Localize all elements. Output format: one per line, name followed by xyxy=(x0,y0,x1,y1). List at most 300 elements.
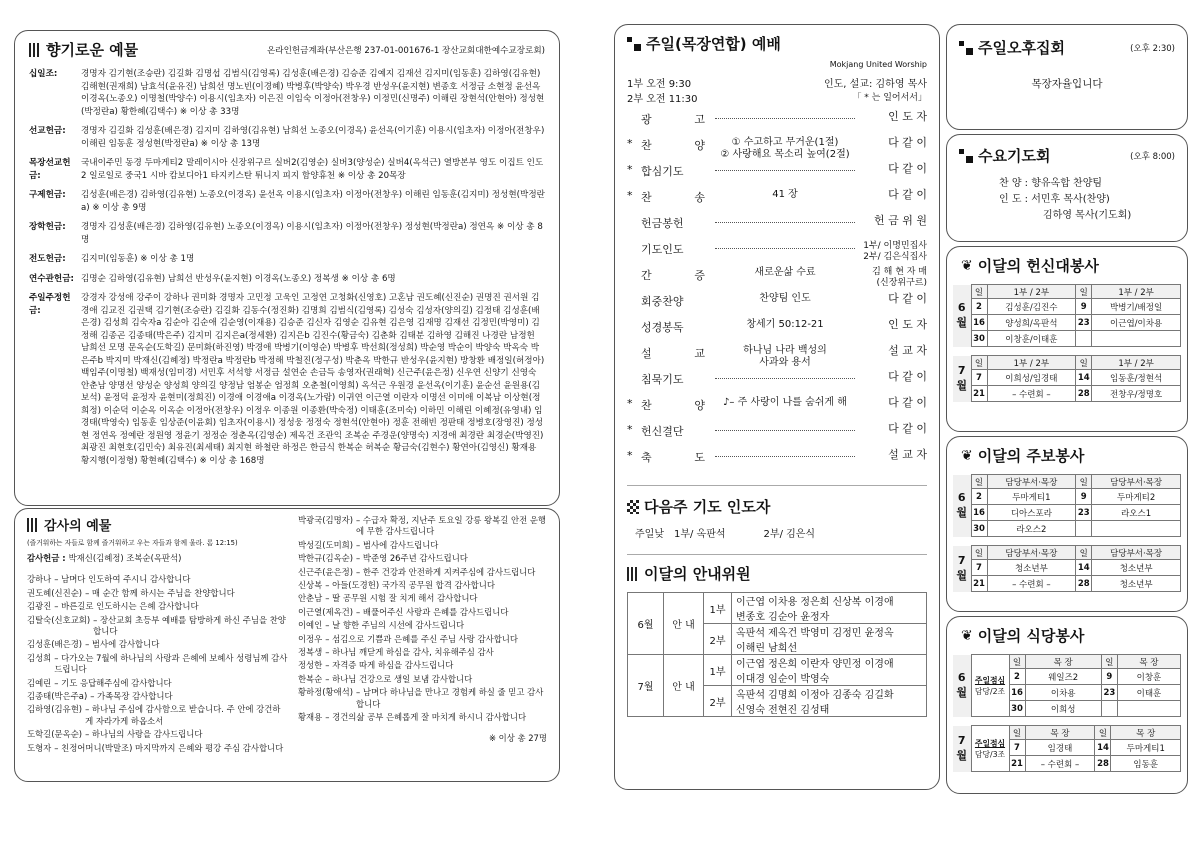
month-label: 6 월 xyxy=(956,301,968,329)
worship-panel xyxy=(614,24,940,790)
duty-day: 9 xyxy=(1101,669,1117,685)
duty-row xyxy=(953,560,1181,576)
month-cell xyxy=(953,475,971,537)
offerings-title: 향기로운 예물 xyxy=(29,39,138,60)
duty-assignee: 두마게티2 xyxy=(1092,489,1181,505)
thanks-name: 김성훈(배은경) xyxy=(27,639,83,650)
column-header: 일 xyxy=(1076,285,1092,299)
duty-assignee: 디아스포라 xyxy=(987,505,1076,521)
worship-title: 주일(목장연합) 예배 xyxy=(627,33,927,54)
offering-names: 경명자 김기현(조승란) 김길화 김명섭 김범식(김영록) 김성훈(배은경) 김승준 김예지 김재선 김지미(임동훈) 김하영(김유현) 김해현(권재희) 남효석(윤유진) 남희선 명노빈(이경혜) 박병후(박양숙) 박우경 반성우(윤지현) 변종호 서정금 소현정 윤선옥 이경옥(노종오) 이명철(박양수) 이용시(임초자) 이은진 이임숙 이정아(전창우) 이정민(신명주) 이해린 장현석(안현아) 정성현(박정란a) 황한혜(김택수) ※ 이상 총 33명 xyxy=(81,69,545,117)
thanks-name: 박한규(김옥순) xyxy=(297,553,354,564)
thanks-list-right xyxy=(298,515,547,724)
column-header: 1부 / 2부 xyxy=(1092,356,1181,370)
thanks-item xyxy=(298,647,547,658)
thanks-item xyxy=(27,729,288,740)
devotion-panel xyxy=(946,246,1188,432)
order-person: 다 같 이 xyxy=(888,396,927,409)
duty-assignee: 웨일즈2 xyxy=(1025,669,1101,685)
ushers-title: 이달의 안내위원 xyxy=(627,563,927,584)
order-label: 침묵기도 xyxy=(641,373,684,386)
afternoon-title: 주일오후집회 xyxy=(959,37,1065,58)
thanks-name: 안춘남 xyxy=(297,593,323,604)
duty-day: 28 xyxy=(1095,756,1111,772)
leader-dots xyxy=(715,449,855,457)
order-person: 인 도 자 xyxy=(888,110,927,123)
thanks-name: 권도혜(신진순) xyxy=(27,587,83,598)
order-of-service xyxy=(627,111,927,475)
thanks-name: 박성길(도미희) xyxy=(297,539,354,550)
thanks-item xyxy=(27,601,288,612)
thanks-name: 김탈숙(신호교회) xyxy=(27,614,91,625)
offering-label: 구제헌금: xyxy=(29,190,66,200)
thanks-text: – 경건의삶 공부 은혜롭게 잘 마치게 하시니 감사합니다 xyxy=(325,712,527,723)
column-header: 1부 / 2부 xyxy=(1092,285,1181,299)
duty-day: 30 xyxy=(971,331,987,347)
thanks-item xyxy=(27,588,288,599)
thanks-name: 이예인 xyxy=(297,620,323,631)
duty-assignee: 이근엽/이차용 xyxy=(1092,315,1181,331)
thanks-item xyxy=(27,704,288,727)
duty-day: 30 xyxy=(1009,701,1025,717)
month-cell xyxy=(953,546,971,592)
worship-english: Mokjang United Worship xyxy=(829,60,927,69)
leader-dots xyxy=(715,163,855,171)
thanks-item xyxy=(298,567,547,578)
kitchen-table xyxy=(953,725,1181,772)
order-item xyxy=(627,371,927,397)
stand-note: 「 * 는 일어서서」 xyxy=(852,93,927,103)
thanks-name: 김하영(김유현) xyxy=(27,704,83,715)
column-header: 일 xyxy=(1101,655,1117,669)
thanks-item xyxy=(298,712,547,723)
service-time-2: 2부 오전 11:30 xyxy=(627,94,698,105)
duty-row xyxy=(953,386,1181,402)
leader-dots xyxy=(715,241,855,249)
thanks-name: 황재용 xyxy=(297,712,323,723)
wednesday-panel xyxy=(946,134,1188,242)
thanks-item xyxy=(27,639,288,650)
thanks-item xyxy=(298,553,547,564)
leader-dots xyxy=(715,371,855,379)
usher-row xyxy=(628,655,927,686)
order-item xyxy=(627,137,927,163)
thanks-name: 김성희 xyxy=(27,652,52,663)
duty-day: 2 xyxy=(971,489,987,505)
order-person: 김 해 현 자 매 (신장위구르) xyxy=(872,267,927,288)
offering-label: 장학헌금: xyxy=(29,222,66,232)
leader-dots xyxy=(715,215,855,223)
column-header: 일 xyxy=(971,285,987,299)
offerings-panel xyxy=(14,30,560,506)
offering-list xyxy=(29,68,545,467)
order-person: 설 교 자 xyxy=(888,448,927,461)
order-label: 헌신결단 xyxy=(641,425,684,438)
thanks-name: 김종태(박은주a) xyxy=(27,691,88,702)
month-label: 6 월 xyxy=(956,671,968,699)
wednesday-lead2: 김하영 목사(기도회) xyxy=(1043,210,1132,221)
kitchen-title: ❦ 이달의 식당봉사 xyxy=(961,627,1085,645)
thanks-text: – 바른길로 인도하시는 은혜 감사합니다 xyxy=(54,601,199,612)
service-time-1: 1부 오전 9:30 xyxy=(627,79,692,90)
offering-names: 경명자 김성훈(배은경) 김하영(김유현) 노종오(이경옥) 이용시(임초자) 이정아(전창우) 정성현(박정란a) 정연옥 ※ 이상 총 8명 xyxy=(81,222,543,245)
thanks-panel xyxy=(14,508,560,782)
order-detail: 창세기 50:12-21 xyxy=(746,319,824,330)
duty-day xyxy=(1076,521,1092,537)
thanks-item xyxy=(298,607,547,618)
column-header: 일 xyxy=(971,475,987,489)
offering-label: 연수관헌금: xyxy=(29,273,74,284)
kitchen-panel xyxy=(946,616,1188,794)
offering-names: 김명순 김하영(김유현) 남희선 반성우(윤지현) 이경옥(노종오) 정복생 ※ 이상 총 6명 xyxy=(81,273,396,284)
thanks-item xyxy=(27,653,288,676)
order-detail: 41 장 xyxy=(772,189,798,200)
offering-row xyxy=(29,189,545,214)
column-header: 일 xyxy=(971,546,987,560)
order-item xyxy=(627,111,927,137)
usher-month: 6월 xyxy=(628,593,664,655)
column-header: 일 xyxy=(1009,726,1025,740)
duty-assignee xyxy=(1117,701,1180,717)
column-header: 일 xyxy=(1076,546,1092,560)
bulletin-panel xyxy=(946,436,1188,612)
order-label: 헌금봉헌 xyxy=(641,217,684,230)
thanks-text: – 날 향한 주님의 시선에 감사드립니다 xyxy=(325,620,465,631)
thanks-name: 김광진 xyxy=(27,601,52,612)
month-label: 6 월 xyxy=(956,491,968,519)
thanks-item xyxy=(298,540,547,551)
duty-assignee: 전창우/정명호 xyxy=(1092,386,1181,402)
order-person: 설 교 자 xyxy=(888,344,927,357)
column-header: 담당부서·목장 xyxy=(1092,546,1181,560)
column-header: 1부 / 2부 xyxy=(987,356,1076,370)
order-label: 광 고 xyxy=(641,113,705,126)
thanks-item xyxy=(27,743,288,754)
duty-assignee: 청소년부 xyxy=(1092,560,1181,576)
thanks-text: – 수급자 확정, 지난주 토요일 강릉 왕복길 안전 운행에 무한 감사드립니다 xyxy=(356,515,546,537)
bulletin-tables xyxy=(953,474,1181,592)
offering-names: 강경자 강성애 강주이 강하나 권미화 경명자 고민정 고욱인 고정연 고청화(신영호) 고혼남 권도혜(신진순) 권명진 권서원 김경애 김교진 김권택 김기현(조승란) 김길화 김동수(정진화) 김명희 김범식(김영록) 김성숙 김성자(양의길) 김정태 김성훈(배은경) 김성희 김숙자a 김순아 김순애 김순영(이재용) 김승준 김신자 김영순 김유현 김은영 김재명 김재선 김정민(박영미) 김정해 김종곤 김종태(박은주) 김지미 김지은a(정세환) 김지은b 김진수(황금숙) 김춘화 김태분 김하영 김해진 나경란 남정헌 남희선 모명 문옥순(도학길) 문미화(하진영) 박경애 박병기(이영순) 박병후 박선희(정성희) 박순영 박순이 박양숙 박옥숙 박은주b 박지미 박재신(김혜정) 박정란a 박정란b 박정해 박철진(정구성) 박춘옥 박한규 반성우(윤지현) 방창환 배정일(허정아) 백임주(이명철) 백재성(임미경) 서민후 서석향 서정금 설연순 손금득 송영자(권래혁) 신근주(윤은정) 신우연 신양기 신영숙 안춘남 양명선 양성순 양성희 양의길 양정남 엄봉순 엄정희 오춘철(이영희) 옥석근 우원경 윤선옥(이기훈) 윤순선 윤원용(김보석) 윤정덕 윤정자 윤현미(정희진) 이경애 이경애a 이경옥(노가람) 이귀연 이근열 이란자 이명선 이미애 이복남 이상현(정희정) 이순덕 이순옥 이옥순 이정아(전창우) 이정우 이종원 이종환(박숙정) 이태훈(조미숙) 이하민 이해린 이혜정(유영내) 임경태(박영숙) 임동훈 임상준(이윤회) 임초자(이용시) 정성웅 정정숙 정현석(안현아) 정훈 전해빈 정판태 정병호(장영진) 정성현 정연옥 정예란 정원영 정윤기 정정순 정춘옥(김영순) 제옥건 조관익 조복순 주경운(양명숙) 지경애 최경란 최경순(박영진) 최광진 최현호(김민숙) 최유진(최세태) 최지현 하철란 하정은 한금식 한복순 허복순 황금숙(김현수) 황연아(김영신) 황재용 황지행(이정형) 황현혜(김택수) ※ 이상 총 168명 xyxy=(81,293,545,466)
kitchen-tables xyxy=(953,654,1181,772)
duty-sub: 담당/2조 xyxy=(974,686,1006,696)
thanks-item xyxy=(298,660,547,671)
thanks-name: 정복생 xyxy=(297,647,323,658)
usher-part: 1부 xyxy=(704,655,732,686)
duty-day: 9 xyxy=(1076,489,1092,505)
thanks-text: – 하나님 건강으로 생일 보냄 감사합니다 xyxy=(325,673,473,684)
duty-assignee: 양성희/옥판석 xyxy=(987,315,1076,331)
duty-assignee: 이희성 xyxy=(1025,701,1101,717)
order-label: 설 교 xyxy=(641,347,705,360)
thanks-text: – 친정어머니(박말조) 마지막까지 은혜와 평강 주심 감사합니다 xyxy=(54,742,284,753)
duty-assignee: 라오스1 xyxy=(1092,505,1181,521)
duty-day: 9 xyxy=(1076,299,1092,315)
duty-day: 21 xyxy=(971,386,987,402)
thanks-text: – 딸 공무원 시험 잘 치게 해서 감사합니다 xyxy=(325,593,478,604)
stand-marker: * xyxy=(627,449,633,462)
thanks-name: 도학길(문옥순) xyxy=(27,729,83,740)
offering-row xyxy=(29,273,545,286)
duty-assignee: 라오스2 xyxy=(987,521,1076,537)
usher-part: 2부 xyxy=(704,686,732,717)
column-header: 담당부서·목장 xyxy=(987,475,1076,489)
thanks-name: 김예린 xyxy=(27,677,52,688)
thanks-text: – 가족목장 감사합니다 xyxy=(90,691,173,702)
month-cell xyxy=(953,356,971,402)
thanks-name: 이정우 xyxy=(297,633,323,644)
order-person: 다 같 이 xyxy=(888,292,927,305)
thanks-item xyxy=(27,615,288,638)
worship-leader: 인도, 설교: 김하영 목사 xyxy=(823,79,927,90)
order-person: 다 같 이 xyxy=(888,188,927,201)
order-label: 찬 양 xyxy=(641,139,705,152)
order-label: 합심기도 xyxy=(641,165,684,178)
usher-names: 옥판석 제옥건 박영미 김정민 윤정옥 이해린 남희선 xyxy=(732,624,927,655)
thanks-item xyxy=(298,634,547,645)
duty-assignee: 청소년부 xyxy=(1092,576,1181,592)
offering-names: 국내이주민 동경 두마게티2 말레이시아 신장위구르 실버2(김영순) 실버3(양성순) 실버4(옥석근) 열방본부 영도 이집트 인도2 일로일로 중국1 시바 캄보디아1 타지키스탄 튀니지 피지 함양휴천 ※ 이상 총 20목장 xyxy=(81,158,544,181)
devotion-title: ❦ 이달의 헌신대봉사 xyxy=(961,257,1099,275)
duty-row xyxy=(953,505,1181,521)
thanks-item xyxy=(298,580,547,591)
leader-dots xyxy=(715,111,855,119)
thanks-text: – 자격증 따게 하심을 감사드립니다 xyxy=(325,660,454,671)
duty-row xyxy=(953,315,1181,331)
month-label: 7 월 xyxy=(956,734,968,762)
order-detail: 찬양팀 인도 xyxy=(759,293,811,304)
duty-assignee: 이창훈/이태훈 xyxy=(987,331,1076,347)
afternoon-panel xyxy=(946,24,1188,130)
column-header: 일 xyxy=(1095,726,1111,740)
usher-role: 안 내 xyxy=(664,593,704,655)
duty-assignee: 박병기/배정일 xyxy=(1092,299,1181,315)
usher-names: 이근엽 이차용 정은희 신상복 이경애 변종호 김순아 윤정자 xyxy=(732,593,927,624)
usher-month: 7월 xyxy=(628,655,664,717)
thanks-name: 정성한 xyxy=(297,660,323,671)
offering-label: 십일조: xyxy=(29,69,58,79)
duty-day: 2 xyxy=(971,299,987,315)
wednesday-time: (오후 8:00) xyxy=(1130,151,1175,162)
month-cell xyxy=(953,655,971,717)
offering-label: 주일주정헌금: xyxy=(29,293,71,316)
duty-row xyxy=(953,521,1181,537)
thanks-text: – 다가오는 7월에 하나님의 사랑과 은혜에 보혜사 성령님께 감사드립니다 xyxy=(54,652,288,675)
thanks-item xyxy=(27,691,288,702)
afternoon-time: (오후 2:30) xyxy=(1130,43,1175,54)
order-item xyxy=(627,189,927,215)
duty-assignee: 이창훈 xyxy=(1117,669,1180,685)
duty-day: 28 xyxy=(1076,576,1092,592)
duty-label-cell xyxy=(971,726,1009,772)
striped-square-icon xyxy=(627,567,639,581)
duty-assignee: – 수련회 – xyxy=(987,386,1076,402)
next-prayer-label: 주일낮 xyxy=(635,529,664,540)
thanks-text: – 아들(도경헌) 국가직 공무원 합격 감사합니다 xyxy=(325,580,495,591)
order-detail: ① 수고하고 무거운(1절) ② 사랑해요 목소리 높여(2절) xyxy=(720,137,850,160)
account-info: 온라인헌금계좌(부산은행 237-01-001676-1 장산교회대한예수교장로회) xyxy=(266,45,545,56)
thanks-text: – 하나님 깨닫게 하심을 감사, 치유해주심 감사 xyxy=(325,647,494,658)
wednesday-lead: 인 도 : 서민후 목사(찬양) xyxy=(999,194,1110,205)
thanks-text: – 장산교회 초등부 예배를 탐방하게 하신 주님을 찬양합니다 xyxy=(93,614,286,637)
devotion-table xyxy=(953,284,1181,347)
order-person: 다 같 이 xyxy=(888,162,927,175)
order-label: 성경봉독 xyxy=(641,321,684,334)
duty-assignee: 이차용 xyxy=(1025,685,1101,701)
duty-label-cell xyxy=(971,655,1009,717)
offering-names: 경명자 김길화 김성훈(배은경) 김지미 김하영(김유현) 남희선 노종오(이경옥) 윤선옥(이기훈) 이용시(임초자) 이정아(전창우) 이해린 임동훈 정성현(박정란a) ※ 이상 총 13명 xyxy=(81,126,545,149)
column-header: 일 xyxy=(1076,356,1092,370)
thanks-text: – 범사에 감사합니다 xyxy=(85,639,160,650)
month-cell xyxy=(953,285,971,347)
thanks-name: 신상복 xyxy=(297,580,323,591)
duty-day xyxy=(1101,701,1117,717)
order-item xyxy=(627,319,927,345)
column-header: 1부 / 2부 xyxy=(987,285,1076,299)
thanks-item xyxy=(27,574,288,585)
usher-names: 이근엽 정은희 이란자 양민정 이경애 이대경 임순이 박영숙 xyxy=(732,655,927,686)
order-item xyxy=(627,449,927,475)
order-item xyxy=(627,423,927,449)
thanks-name: 강하나 xyxy=(27,574,52,585)
order-label: 축 도 xyxy=(641,451,705,464)
duty-sub: 담당/3조 xyxy=(974,749,1006,759)
thanks-text: – 남며다 하나님을 만나고 경험케 하실 줄 믿고 감사합니다 xyxy=(356,687,544,709)
thanks-list-left xyxy=(27,574,288,754)
duty-assignee: 이태훈 xyxy=(1117,685,1180,701)
column-header: 목 장 xyxy=(1025,655,1101,669)
thanks-name: 신근주(윤은정) xyxy=(297,566,354,577)
kitchen-table xyxy=(953,654,1181,717)
duty-assignee: 두마게티1 xyxy=(987,489,1076,505)
duty-day: 28 xyxy=(1076,386,1092,402)
order-item xyxy=(627,241,927,267)
usher-names: 옥판석 김명희 이정아 김종숙 김길화 신영숙 전현진 김성태 xyxy=(732,686,927,717)
next-prayer-title: 다음주 기도 인도자 xyxy=(627,496,927,517)
thanks-total: ※ 이상 총 27명 xyxy=(488,732,547,743)
duty-day: 16 xyxy=(971,315,987,331)
thanks-verse: (즐거워하는 자들로 함께 즐거워하고 우는 자들과 함께 울라. 롬 12:15) xyxy=(27,539,238,547)
offering-names: 김지미(임동훈) ※ 이상 총 1명 xyxy=(81,254,195,264)
duty-assignee xyxy=(1092,521,1181,537)
offering-label: 선교헌금: xyxy=(29,126,66,136)
order-label: 간 증 xyxy=(641,269,705,282)
thanks-name: 한복순 xyxy=(297,673,323,684)
duty-day: 7 xyxy=(1009,740,1025,756)
column-header: 목 장 xyxy=(1111,726,1181,740)
thanks-item xyxy=(298,687,547,710)
wednesday-praise: 찬 양 : 향유옥합 찬양팀 xyxy=(999,178,1103,189)
duty-row xyxy=(953,331,1181,347)
order-item xyxy=(627,267,927,293)
thanks-text: – 매 순간 함께 하시는 주님을 찬양합니다 xyxy=(85,587,235,598)
thanks-item xyxy=(298,620,547,631)
offering-names: 김성훈(배은경) 김하영(김유현) 노종오(이경옥) 윤선옥 이용시(임초자) 이정아(전창우) 이해린 임동훈(김지미) 정성현(박정란a) ※ 이상 총 9명 xyxy=(81,190,545,213)
thanks-text: – 한주 건강과 안전하게 지켜주심에 감사드립니다 xyxy=(356,566,536,577)
column-header: 일 xyxy=(1009,655,1025,669)
duty-assignee: 임동훈 xyxy=(1111,756,1181,772)
pointing-hand-icon: ❦ xyxy=(961,447,973,464)
thanks-item xyxy=(298,674,547,685)
duty-assignee: – 수련회 – xyxy=(987,576,1076,592)
arrow-square-icon xyxy=(627,37,641,51)
thanks-name: 이근열(제옥건) xyxy=(297,606,354,617)
thanks-name: 도형자 xyxy=(27,742,52,753)
duty-day: 14 xyxy=(1095,740,1111,756)
usher-role: 안 내 xyxy=(664,655,704,717)
column-header: 담당부서·목장 xyxy=(1092,475,1181,489)
arrow-square-icon xyxy=(959,41,973,55)
duty-day: 30 xyxy=(971,521,987,537)
duty-day: 2 xyxy=(1009,669,1025,685)
thanks-item xyxy=(298,593,547,604)
duty-row xyxy=(953,299,1181,315)
order-label: 회중찬양 xyxy=(641,295,684,308)
month-label: 7 월 xyxy=(956,554,968,582)
duty-row xyxy=(953,576,1181,592)
wednesday-title: 수요기도회 xyxy=(959,145,1050,166)
offering-row xyxy=(29,253,545,266)
duty-day: 21 xyxy=(971,576,987,592)
pointing-hand-icon: ❦ xyxy=(961,257,973,274)
striped-square-icon xyxy=(27,518,39,532)
thanks-text: – 남며다 인도하여 주시니 감사합니다 xyxy=(54,574,191,585)
duty-day: 7 xyxy=(971,560,987,576)
order-person: 헌 금 위 원 xyxy=(874,214,927,227)
duty-label: 주일점심 xyxy=(974,675,1006,685)
duty-assignee: 임경태 xyxy=(1025,740,1095,756)
thanks-text: – 범사에 감사드립니다 xyxy=(356,539,439,550)
thanks-label-row: 감사헌금 : 박재신(김혜정) 조복순(옥판석) xyxy=(27,553,182,563)
duty-day: 7 xyxy=(971,370,987,386)
month-cell xyxy=(953,726,971,772)
thanks-text: – 배풀어주신 사랑과 은혜를 감사드립니다 xyxy=(356,606,509,617)
next-prayer-second: 2부/ 김은식 xyxy=(763,529,816,540)
column-header: 목 장 xyxy=(1025,726,1095,740)
bulletin-title: ❦ 이달의 주보봉사 xyxy=(961,447,1085,465)
duty-label: 주일점심 xyxy=(974,738,1006,748)
stand-marker: * xyxy=(627,137,633,150)
thanks-title: 감사의 예물 xyxy=(27,515,288,534)
offering-row xyxy=(29,157,545,182)
duty-assignee: 이희성/임경태 xyxy=(987,370,1076,386)
devotion-tables xyxy=(953,284,1181,402)
duty-day: 14 xyxy=(1076,560,1092,576)
pointing-hand-icon: ❦ xyxy=(961,627,973,644)
order-person: 다 같 이 xyxy=(888,422,927,435)
offering-row xyxy=(29,125,545,150)
thanks-item xyxy=(298,515,547,538)
column-header: 일 xyxy=(1076,475,1092,489)
offering-row xyxy=(29,221,545,246)
duty-row xyxy=(953,489,1181,505)
duty-assignee xyxy=(1092,331,1181,347)
order-item xyxy=(627,397,927,423)
ushers-table xyxy=(627,592,927,717)
order-person: 다 같 이 xyxy=(888,136,927,149)
stand-marker: * xyxy=(627,163,633,176)
order-item xyxy=(627,163,927,189)
leader-dots xyxy=(715,423,855,431)
duty-day: 23 xyxy=(1076,505,1092,521)
striped-square-icon xyxy=(29,43,41,57)
devotion-table xyxy=(953,355,1181,402)
duty-assignee: 청소년부 xyxy=(987,560,1076,576)
next-prayer-first: 1부/ 옥판석 xyxy=(673,529,726,540)
stand-marker: * xyxy=(627,189,633,202)
bulletin-table xyxy=(953,545,1181,592)
order-item xyxy=(627,215,927,241)
offering-label: 목장선교헌금: xyxy=(29,158,71,181)
